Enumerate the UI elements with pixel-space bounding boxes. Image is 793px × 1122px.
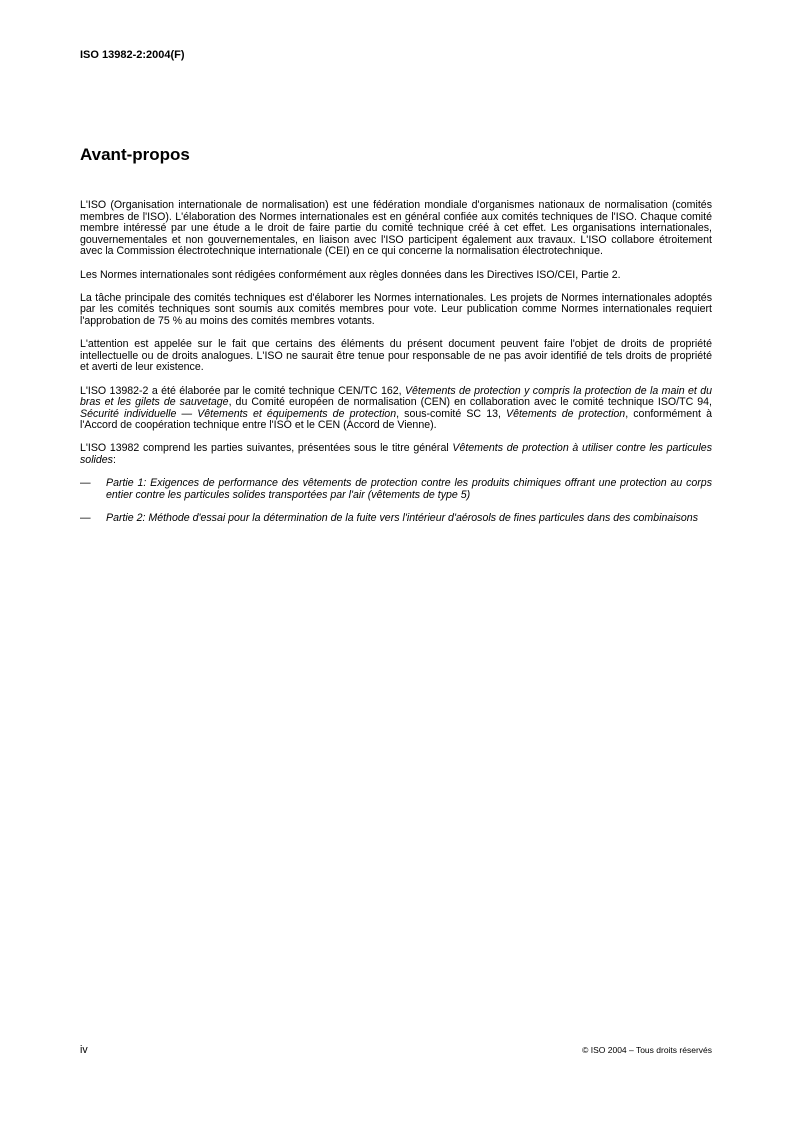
list-item-text: Partie 2: Méthode d'essai pour la détermination de la fuite vers l'intérieur d'aérosols de fines particules dans des combinaisons [106, 512, 698, 525]
list-item-text: Partie 1: Exigences de performance des vêtements de protection contre les produits chimiques offrant une protection au corps entier contre les particules solides transportées par l'air (vêtements de type 5) [106, 477, 712, 501]
foreword-body [80, 200, 712, 536]
paragraph-iso-intro: L'ISO (Organisation internationale de normalisation) est une fédération mondiale d'organismes nationaux de normalisation (comités membres de l'ISO). L'élaboration des Normes internationales est en général confiée aux comités techniques de l'ISO. Chaque comité membre intéressé par une étude a le droit de faire partie du comité technique créé à cet effet. Les organisations internationales, gouvernementales et non gouvernementales, en liaison avec l'ISO participent également aux travaux. L'ISO collabore étroitement avec la Commission électrotechnique internationale (CEI) en ce qui concerne la normalisation électrotechnique. [80, 199, 712, 258]
paragraph-committees: La tâche principale des comités techniques est d'élaborer les Normes internationales. Les projets de Normes internationales adoptés par les comités techniques sont soumis aux comités membres pour vote. Leur publication comme Normes internationales requiert l'approbation de 75 % au moins des comités membres votants. [80, 291, 712, 327]
list-item-part-2 [80, 513, 712, 525]
general-title: Vêtements de protection à utiliser contre les particules solides [80, 442, 712, 467]
text: : [112, 454, 116, 467]
list-dash: — [80, 512, 91, 525]
document-id-header: ISO 13982-2:2004(F) [80, 49, 185, 61]
text: , sous-comité SC 13, [396, 407, 507, 420]
paragraph-parts-intro [80, 443, 712, 466]
list-item-part-1 [80, 478, 712, 501]
subcommittee-title: Vêtements de protection [506, 407, 626, 420]
text: , conformément à l'Accord de coopération technique entre l'ISO et le CEN (Accord de Vienne). [80, 407, 712, 432]
committee-title: Vêtements de protection y compris la protection de la main et du bras et les gilets de sauvetage [80, 384, 712, 409]
paragraph-patent-notice: L'attention est appelée sur le fait que certains des éléments du présent document peuvent faire l'objet de droits de propriété intellectuelle ou de droits analogues. L'ISO ne saurait être tenue pour responsable de ne pas avoir identifié de tels droits de propriété et averti de leur existence. [80, 338, 712, 374]
committee-title: Sécurité individuelle — Vêtements et équipements de protection [80, 407, 397, 420]
page-number: iv [80, 1044, 88, 1056]
page-title: Avant-propos [80, 145, 190, 164]
text: L'ISO 13982-2 a été élaborée par le comité technique CEN/TC 162, [80, 384, 405, 397]
copyright-notice: © ISO 2004 – Tous droits réservés [582, 1045, 712, 1055]
text: L'ISO 13982 comprend les parties suivantes, présentées sous le titre général [80, 442, 453, 455]
text: , du Comité européen de normalisation (CEN) en collaboration avec le comité technique ISO/TC 94, [228, 396, 712, 409]
paragraph-directives: Les Normes internationales sont rédigées conformément aux règles données dans les Directives ISO/CEI, Partie 2. [80, 268, 621, 281]
list-dash: — [80, 477, 91, 490]
paragraph-preparation [80, 386, 712, 432]
